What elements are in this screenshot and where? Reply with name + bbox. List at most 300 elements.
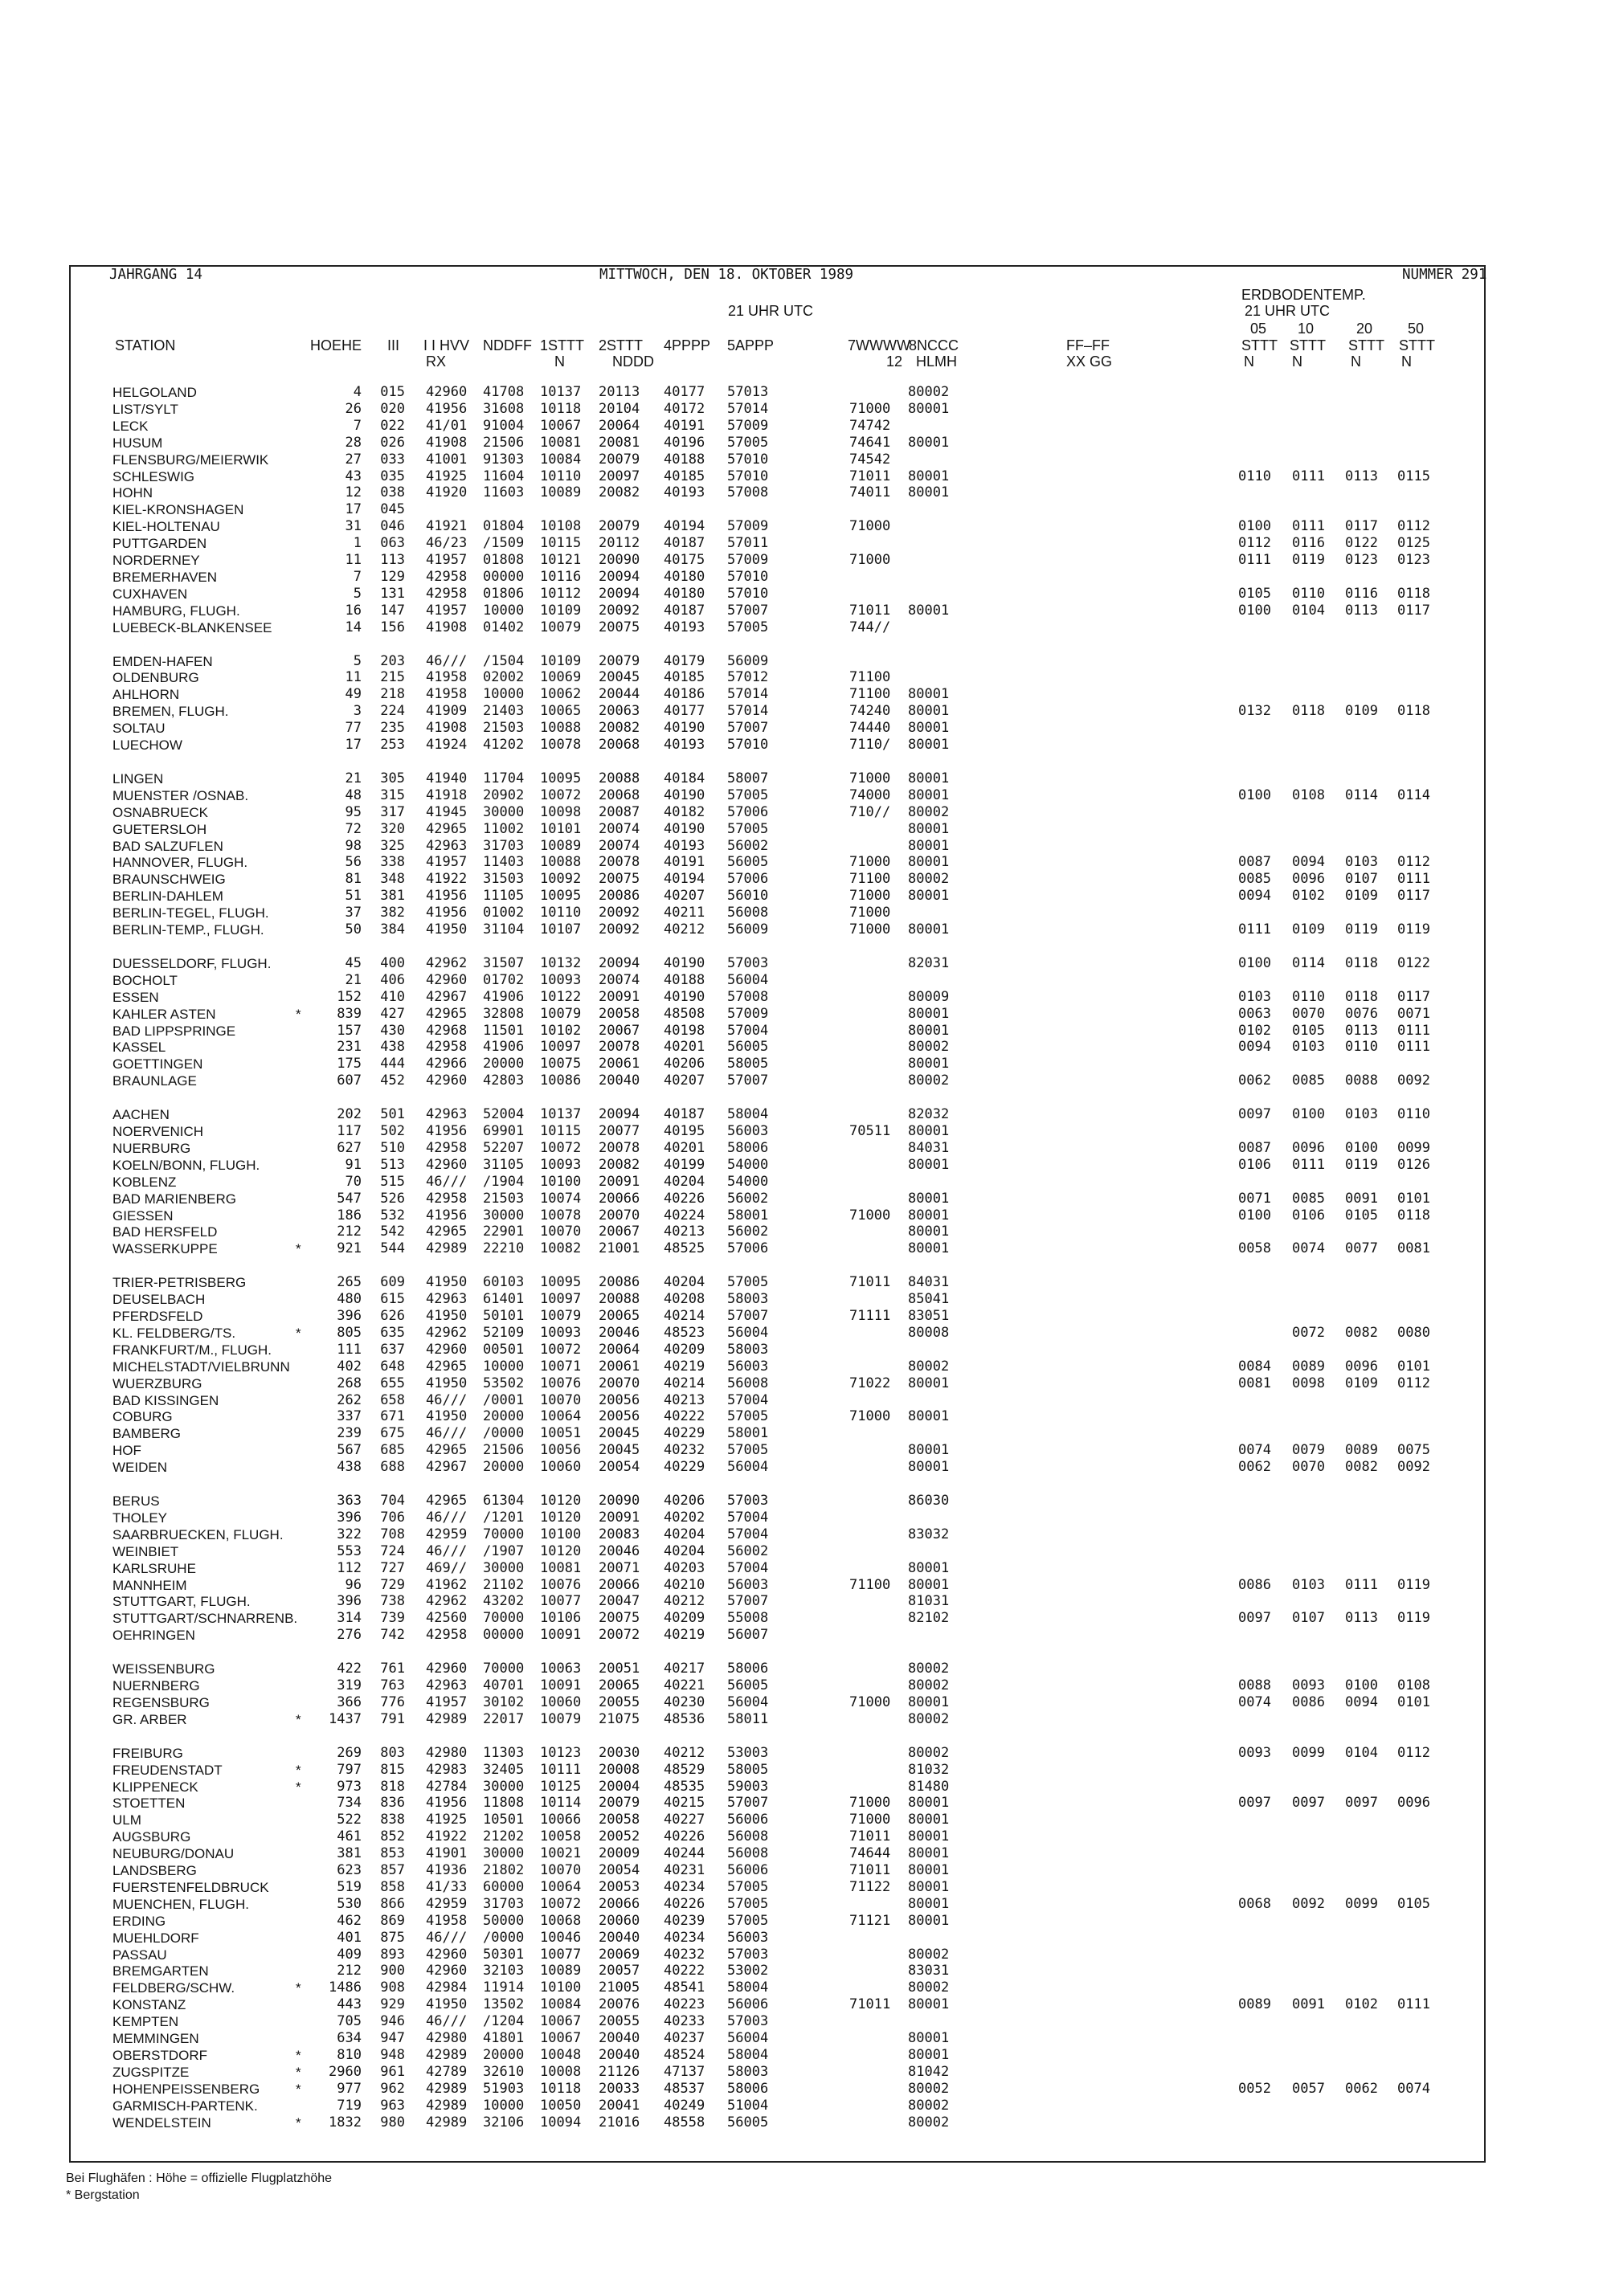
soil-20: 0102 [1345,1996,1378,2013]
group-8nccc: 84031 [908,1139,950,1156]
table-row [0,2030,1607,2047]
group-1sttt: 10060 [540,1459,582,1476]
station-hoehe: 401 [337,1929,362,1946]
station-hoehe: 7 [353,568,362,585]
group-7wwww: 71100 [849,871,891,888]
station-hoehe: 37 [345,905,362,921]
station-id: 033 [380,451,405,468]
group-4pppp: 40204 [664,1526,705,1542]
group-iihvv: 42965 [426,1358,468,1375]
group-iihvv: 41908 [426,434,468,451]
group-5appp: 56008 [727,1845,769,1862]
station-name: OLDENBURG [112,670,199,686]
group-4pppp: 40244 [664,1845,705,1862]
soil-20: 0114 [1345,786,1378,803]
station-id: 803 [380,1744,405,1761]
group-1sttt: 10068 [540,1912,582,1929]
group-1sttt: 10074 [540,1190,582,1207]
soil-20: 0122 [1345,535,1378,552]
group-4pppp: 40214 [664,1375,705,1391]
group-4pppp: 40202 [664,1509,705,1526]
issue-number: NUMMER 291 [1402,267,1487,283]
station-name: NORDERNEY [112,553,200,568]
station-id: 671 [380,1408,405,1425]
group-1sttt: 10081 [540,434,582,451]
group-1sttt: 10048 [540,2046,582,2063]
group-1sttt: 10067 [540,417,582,434]
group-1sttt: 10084 [540,1996,582,2013]
group-nddff: 52109 [483,1324,525,1341]
table-row [0,1795,1607,1812]
group-5appp: 57005 [727,820,769,837]
station-id: 685 [380,1442,405,1459]
group-5appp: 56003 [727,1358,769,1375]
group-7wwww: 71000 [849,552,891,568]
table-row [0,804,1607,821]
soil-50: 0111 [1397,1996,1430,2013]
station-id: 706 [380,1509,405,1526]
table-row [0,1947,1607,1963]
station-id: 203 [380,652,405,669]
station-hoehe: 567 [337,1442,362,1459]
station-hoehe: 212 [337,1224,362,1240]
group-4pppp: 40188 [664,971,705,988]
col-nddd: NDDD [612,353,654,370]
soil-05: 0094 [1238,888,1271,905]
group-1sttt: 10050 [540,2097,582,2114]
group-5appp: 55008 [727,1610,769,1627]
group-nddff: 10000 [483,2097,525,2114]
group-2sttt: 20088 [599,1291,640,1308]
mountain-station-marker: * [296,2081,301,2097]
group-1sttt: 10070 [540,1224,582,1240]
soil-05: 0074 [1238,1442,1271,1459]
group-nddff: 30000 [483,1207,525,1224]
group-nddff: 22210 [483,1240,525,1257]
soil-10: 0072 [1292,1324,1325,1341]
group-7wwww: 74641 [849,434,891,451]
soil-10: 0085 [1292,1072,1325,1089]
station-hoehe: 1832 [329,2114,362,2131]
table-row [0,1006,1607,1023]
group-nddff: 02002 [483,669,525,686]
station-name: KEMPTEN [112,2014,179,2030]
group-5appp: 58004 [727,1979,769,1996]
group-5appp: 56004 [727,1693,769,1710]
group-iihvv: 42989 [426,2097,468,2114]
group-iihvv: 469// [426,1559,468,1576]
group-1sttt: 10064 [540,1408,582,1425]
group-4pppp: 40190 [664,954,705,971]
station-name: BAMBERG [112,1426,182,1442]
group-1sttt: 10060 [540,1693,582,1710]
group-1sttt: 10101 [540,820,582,837]
col-depth-n-10: N [1292,353,1302,370]
station-name: PASSAU [112,1947,167,1963]
mountain-station-marker: * [296,2064,301,2080]
group-5appp: 51004 [727,2097,769,2114]
table-row [0,1392,1607,1409]
soil-10: 0114 [1292,954,1325,971]
group-5appp: 58003 [727,1341,769,1358]
station-id: 338 [380,854,405,871]
group-nddff: 61304 [483,1493,525,1509]
group-8nccc: 80002 [908,2080,950,2097]
station-id: 626 [380,1308,405,1324]
group-8nccc: 80002 [908,1979,950,1996]
group-4pppp: 40234 [664,1878,705,1895]
station-name: KIEL-HOLTENAU [112,519,220,535]
group-2sttt: 20082 [599,1156,640,1173]
group-7wwww: 71122 [849,1878,891,1895]
group-8nccc: 80002 [908,1677,950,1693]
group-nddff: 31608 [483,400,525,417]
group-2sttt: 20046 [599,1542,640,1559]
col-depth-n-20: N [1351,353,1361,370]
station-id: 947 [380,2030,405,2046]
soil-10: 0096 [1292,871,1325,888]
group-iihvv: 41940 [426,770,468,786]
group-iihvv: 42989 [426,1240,468,1257]
station-id: 675 [380,1425,405,1442]
group-7wwww: 71011 [849,602,891,619]
group-1sttt: 10122 [540,988,582,1005]
group-1sttt: 10088 [540,720,582,737]
soil-50: 0118 [1397,1207,1430,1224]
group-4pppp: 47137 [664,2063,705,2080]
group-5appp: 57009 [727,417,769,434]
group-iihvv: 41922 [426,871,468,888]
group-5appp: 57014 [727,400,769,417]
group-2sttt: 20070 [599,1375,640,1391]
group-4pppp: 40209 [664,1610,705,1627]
group-4pppp: 40232 [664,1946,705,1963]
group-2sttt: 20072 [599,1627,640,1644]
group-2sttt: 20094 [599,585,640,602]
station-id: 704 [380,1493,405,1509]
station-name: WUERZBURG [112,1375,202,1391]
group-7wwww: 7110/ [849,737,891,753]
group-5appp: 57009 [727,1005,769,1022]
table-row [0,1072,1607,1089]
soil-10: 0086 [1292,1693,1325,1710]
table-row [0,1979,1607,1996]
soil-05: 0132 [1238,703,1271,720]
group-7wwww: 74440 [849,720,891,737]
group-4pppp: 40213 [664,1224,705,1240]
group-1sttt: 10100 [540,1979,582,1996]
station-hoehe: 337 [337,1408,362,1425]
group-5appp: 57007 [727,1072,769,1089]
group-8nccc: 80001 [908,1828,950,1845]
group-8nccc: 82102 [908,1610,950,1627]
group-nddff: 30000 [483,1778,525,1795]
group-iihvv: 42965 [426,1005,468,1022]
group-2sttt: 20044 [599,686,640,703]
group-8nccc: 80001 [908,434,950,451]
station-hoehe: 363 [337,1493,362,1509]
soil-20: 0082 [1345,1459,1378,1476]
group-8nccc: 80001 [908,720,950,737]
col-depth-unit-10: STTT [1290,337,1326,353]
station-hoehe: 157 [337,1022,362,1039]
group-5appp: 56005 [727,1039,769,1056]
soil-10: 0105 [1292,1022,1325,1039]
station-hoehe: 973 [337,1778,362,1795]
table-row [0,1577,1607,1594]
group-5appp: 57005 [727,619,769,635]
group-8nccc: 85041 [908,1291,950,1308]
station-name: GUETERSLOH [112,821,207,837]
group-8nccc: 80001 [908,1895,950,1912]
station-id: 305 [380,770,405,786]
soil-05: 0086 [1238,1576,1271,1593]
station-name: PUTTGARDEN [112,536,207,552]
station-id: 853 [380,1845,405,1862]
group-nddff: /1509 [483,535,525,552]
soil-50: 0111 [1397,1022,1430,1039]
group-2sttt: 21005 [599,1979,640,1996]
station-hoehe: 14 [345,619,362,635]
group-1sttt: 10115 [540,535,582,552]
soil-05: 0097 [1238,1106,1271,1123]
station-hoehe: 26 [345,400,362,417]
group-1sttt: 10137 [540,1106,582,1123]
group-4pppp: 40219 [664,1627,705,1644]
group-nddff: 41801 [483,2030,525,2046]
soil-50: 0115 [1397,468,1430,484]
soil-10: 0096 [1292,1139,1325,1156]
group-nddff: 11002 [483,820,525,837]
station-hoehe: 28 [345,434,362,451]
group-iihvv: 42960 [426,384,468,400]
group-2sttt: 20064 [599,417,640,434]
soil-20: 0105 [1345,1207,1378,1224]
soil-10: 0079 [1292,1442,1325,1459]
station-hoehe: 805 [337,1324,362,1341]
soil-50: 0123 [1397,552,1430,568]
group-2sttt: 20045 [599,669,640,686]
group-4pppp: 48524 [664,2046,705,2063]
group-iihvv: 42989 [426,2080,468,2097]
group-2sttt: 20075 [599,871,640,888]
group-2sttt: 20040 [599,1072,640,1089]
group-5appp: 57013 [727,384,769,400]
group-2sttt: 20087 [599,803,640,820]
group-2sttt: 20082 [599,720,640,737]
group-1sttt: 10079 [540,1710,582,1727]
group-5appp: 58001 [727,1207,769,1224]
group-1sttt: 10102 [540,1022,582,1039]
station-hoehe: 1 [353,535,362,552]
group-8nccc: 80002 [908,1744,950,1761]
group-nddff: 21503 [483,1190,525,1207]
soil-05: 0100 [1238,954,1271,971]
group-4pppp: 40193 [664,837,705,854]
group-5appp: 56006 [727,1996,769,2013]
group-2sttt: 20090 [599,1493,640,1509]
group-4pppp: 40212 [664,921,705,938]
group-4pppp: 40213 [664,1391,705,1408]
group-8nccc: 81032 [908,1761,950,1778]
group-7wwww: 71000 [849,905,891,921]
group-8nccc: 80009 [908,988,950,1005]
group-nddff: 20000 [483,1408,525,1425]
group-iihvv: 41950 [426,1308,468,1324]
station-id: 815 [380,1761,405,1778]
station-hoehe: 3 [353,703,362,720]
group-iihvv: 41957 [426,552,468,568]
table-row [0,1845,1607,1862]
group-iihvv: 42980 [426,2030,468,2046]
station-id: 908 [380,1979,405,1996]
station-id: 526 [380,1190,405,1207]
group-2sttt: 20091 [599,1509,640,1526]
soil-50: 0105 [1397,1895,1430,1912]
station-hoehe: 265 [337,1274,362,1291]
col-hlmh: HLMH [916,353,958,370]
group-8nccc: 80001 [908,1559,950,1576]
group-4pppp: 40172 [664,400,705,417]
station-id: 542 [380,1224,405,1240]
group-4pppp: 40239 [664,1912,705,1929]
group-iihvv: 41956 [426,905,468,921]
group-8nccc: 84031 [908,1274,950,1291]
group-iihvv: 46/// [426,1391,468,1408]
soil-05: 0071 [1238,1190,1271,1207]
group-7wwww: 71000 [849,888,891,905]
soil-50: 0112 [1397,518,1430,535]
table-row [0,1627,1607,1644]
soil-20: 0113 [1345,602,1378,619]
group-8nccc: 80001 [908,1795,950,1812]
soil-10: 0109 [1292,921,1325,938]
station-id: 724 [380,1542,405,1559]
station-hoehe: 314 [337,1610,362,1627]
soil-05: 0100 [1238,602,1271,619]
group-1sttt: 10137 [540,384,582,400]
group-iihvv: 42958 [426,1190,468,1207]
group-iihvv: 41908 [426,720,468,737]
station-hoehe: 98 [345,837,362,854]
group-4pppp: 40187 [664,1106,705,1123]
group-5appp: 56005 [727,854,769,871]
group-5appp: 57005 [727,1912,769,1929]
group-5appp: 57003 [727,2013,769,2030]
soil-50: 0112 [1397,1375,1430,1391]
table-row [0,468,1607,485]
group-2sttt: 20004 [599,1778,640,1795]
col-iii: III [387,337,400,353]
col-station: STATION [115,337,176,353]
group-5appp: 57008 [727,484,769,501]
soil-10: 0111 [1292,1156,1325,1173]
group-2sttt: 20068 [599,737,640,753]
station-id: 961 [380,2063,405,2080]
group-7wwww: 71000 [849,1693,891,1710]
group-2sttt: 20054 [599,1862,640,1878]
group-4pppp: 40191 [664,417,705,434]
station-name: HOHN [112,485,153,501]
table-row [0,1661,1607,1677]
group-4pppp: 40191 [664,854,705,871]
station-name: GR. ARBER [112,1711,187,1727]
station-id: 948 [380,2046,405,2063]
group-5appp: 56006 [727,1812,769,1828]
group-5appp: 57003 [727,954,769,971]
footnote-airport: Bei Flughäfen : Höhe = offizielle Flugplatzhöhe [66,2171,333,2185]
soil-10: 0103 [1292,1576,1325,1593]
soil-50: 0071 [1397,1005,1430,1022]
station-name: KASSEL [112,1040,166,1056]
group-nddff: 21802 [483,1862,525,1878]
station-name: ULM [112,1812,141,1828]
group-4pppp: 40210 [664,1576,705,1593]
soil-10: 0102 [1292,888,1325,905]
group-nddff: 11604 [483,468,525,484]
station-id: 400 [380,954,405,971]
station-id: 438 [380,1039,405,1056]
station-id: 615 [380,1291,405,1308]
group-4pppp: 48541 [664,1979,705,1996]
table-row [0,2047,1607,2064]
station-id: 444 [380,1056,405,1072]
group-2sttt: 20063 [599,703,640,720]
station-hoehe: 734 [337,1795,362,1812]
mountain-station-marker: * [296,1779,301,1795]
station-id: 427 [380,1005,405,1022]
table-row [0,854,1607,871]
station-name: BREMEN, FLUGH. [112,704,229,720]
station-name: HANNOVER, FLUGH. [112,855,248,871]
group-nddff: 42803 [483,1072,525,1089]
station-name: FUERSTENFELDBRUCK [112,1879,269,1895]
group-1sttt: 10110 [540,905,582,921]
table-row [0,1023,1607,1040]
station-name: NUERNBERG [112,1678,200,1693]
group-nddff: 41202 [483,737,525,753]
station-hoehe: 186 [337,1207,362,1224]
soil-20: 0100 [1345,1677,1378,1693]
table-row [0,1325,1607,1342]
table-row [0,1694,1607,1711]
group-iihvv: 42966 [426,1056,468,1072]
group-nddff: 11303 [483,1744,525,1761]
group-8nccc: 80002 [908,1946,950,1963]
station-name: NUERBURG [112,1140,191,1156]
group-iihvv: 41001 [426,451,468,468]
station-name: BERLIN-TEGEL, FLUGH. [112,905,269,921]
soil-05: 0074 [1238,1693,1271,1710]
group-4pppp: 40198 [664,1022,705,1039]
group-iihvv: 41909 [426,703,468,720]
group-5appp: 57008 [727,988,769,1005]
group-1sttt: 10078 [540,737,582,753]
soil-50: 0074 [1397,2080,1430,2097]
soil-50: 0075 [1397,1442,1430,1459]
station-id: 410 [380,988,405,1005]
table-row [0,1610,1607,1627]
station-name: EMDEN-HAFEN [112,653,213,669]
table-row [0,1140,1607,1157]
table-row [0,2013,1607,2030]
group-1sttt: 10116 [540,568,582,585]
group-5appp: 58006 [727,1661,769,1677]
group-2sttt: 20074 [599,837,640,854]
table-row [0,888,1607,905]
station-hoehe: 1437 [329,1710,362,1727]
group-5appp: 57006 [727,871,769,888]
